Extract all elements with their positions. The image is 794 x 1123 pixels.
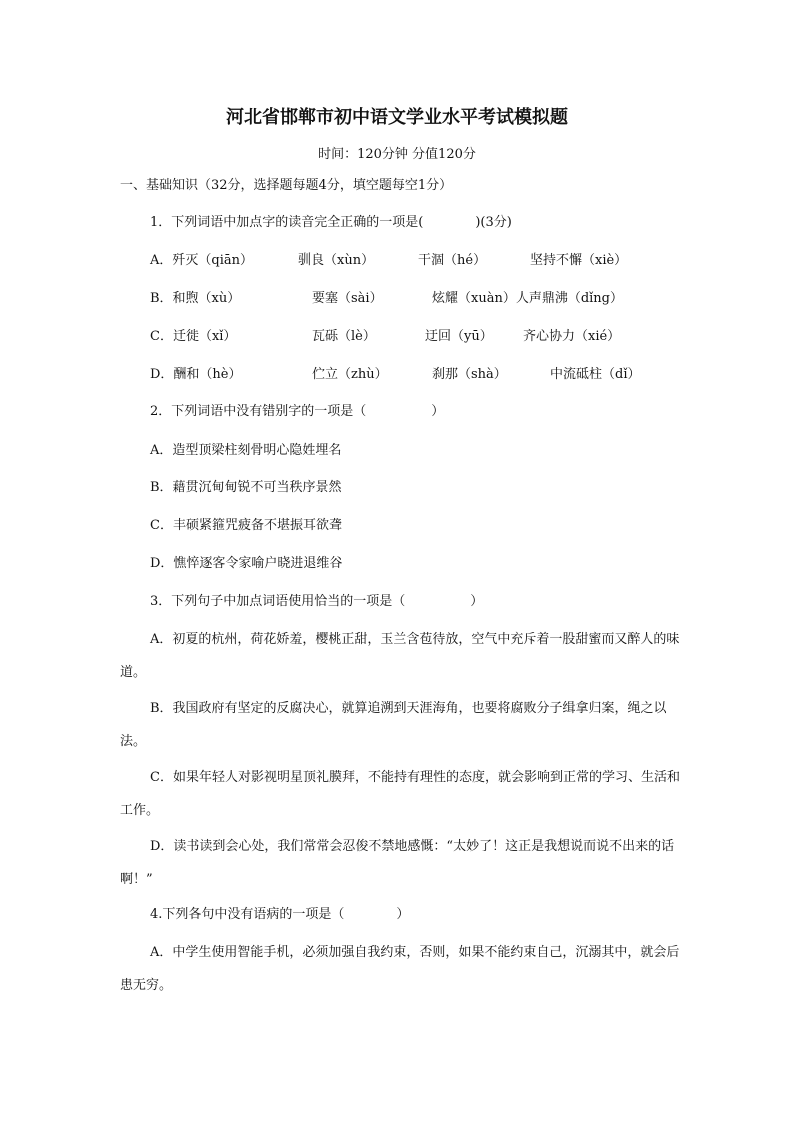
q3-option-a: A．初夏的杭州，荷花娇羞，樱桃正甜，玉兰含苞待放，空气中充斥着一股甜蜜而又醉人的味道。 xyxy=(120,632,680,680)
exam-info: 时间：120分钟 分值120分 xyxy=(318,147,476,162)
q1-option-b-3: 炫耀（xuàn）人声鼎沸（dǐng） xyxy=(432,291,624,306)
q1-option-d-3: 刹那（shà） xyxy=(432,367,507,382)
q1-option-c-2: 瓦砾（lè） xyxy=(312,329,376,344)
page-title: 河北省邯郸市初中语文学业水平考试模拟题 xyxy=(226,107,568,128)
q1-option-c-1: C．迁徙（xǐ） xyxy=(150,329,237,344)
q1-option-a-1: A．歼灭（qiān） xyxy=(150,253,253,268)
question-1-stem: 1．下列词语中加点字的读音完全正确的一项是( )(3分) xyxy=(150,215,512,230)
q1-option-a-2: 驯良（xùn） xyxy=(298,253,375,268)
q2-option-d: D．憔悴逐客令家喻户晓进退维谷 xyxy=(150,556,343,571)
q3-option-c: C．如果年轻人对影视明星顶礼膜拜，不能持有理性的态度，就会影响到正常的学习、生活和工作。 xyxy=(120,770,680,818)
q1-option-c-3: 迂回（yū） xyxy=(425,329,493,344)
q1-option-a-4: 坚持不懈（xiè） xyxy=(530,253,628,268)
q1-option-c-4: 齐心协力（xié） xyxy=(523,329,621,344)
q1-option-d-2: 伫立（zhù） xyxy=(312,367,388,382)
section-heading: 一、基础知识（32分，选择题每题4分，填空题每空1分） xyxy=(120,178,453,193)
q1-option-d-4: 中流砥柱（dǐ） xyxy=(550,367,641,382)
q2-option-c: C．丰硕紧箍咒疲备不堪振耳欲聋 xyxy=(150,518,342,533)
question-4-stem: 4.下列各句中没有语病的一项是（ ） xyxy=(150,907,410,922)
q1-option-a-3: 干涸（hé） xyxy=(418,253,487,268)
q4-option-a: A．中学生使用智能手机，必须加强自我约束，否则，如果不能约束自己，沉溺其中，就会后患无穷。 xyxy=(120,945,680,993)
q1-option-b-2: 要塞（sài） xyxy=(312,291,383,306)
question-2-stem: 2．下列词语中没有错别字的一项是（ ） xyxy=(150,404,445,419)
q2-option-b: B．藉贯沉甸甸锐不可当秩序景然 xyxy=(150,480,342,495)
q2-option-a: A．造型顶梁柱刻骨明心隐姓埋名 xyxy=(150,443,342,458)
question-3-stem: 3．下列句子中加点词语使用恰当的一项是（ ） xyxy=(150,594,484,609)
q1-option-b-1: B．和煦（xù） xyxy=(150,291,241,306)
q1-option-d-1: D．酬和（hè） xyxy=(150,367,242,382)
q3-option-d: D．读书读到会心处，我们常常会忍俊不禁地感慨：“太妙了！这正是我想说而说不出来的话啊！” xyxy=(120,839,675,887)
q3-option-b: B．我国政府有坚定的反腐决心，就算追溯到天涯海角，也要将腐败分子缉拿归案，绳之以法。 xyxy=(120,701,667,749)
